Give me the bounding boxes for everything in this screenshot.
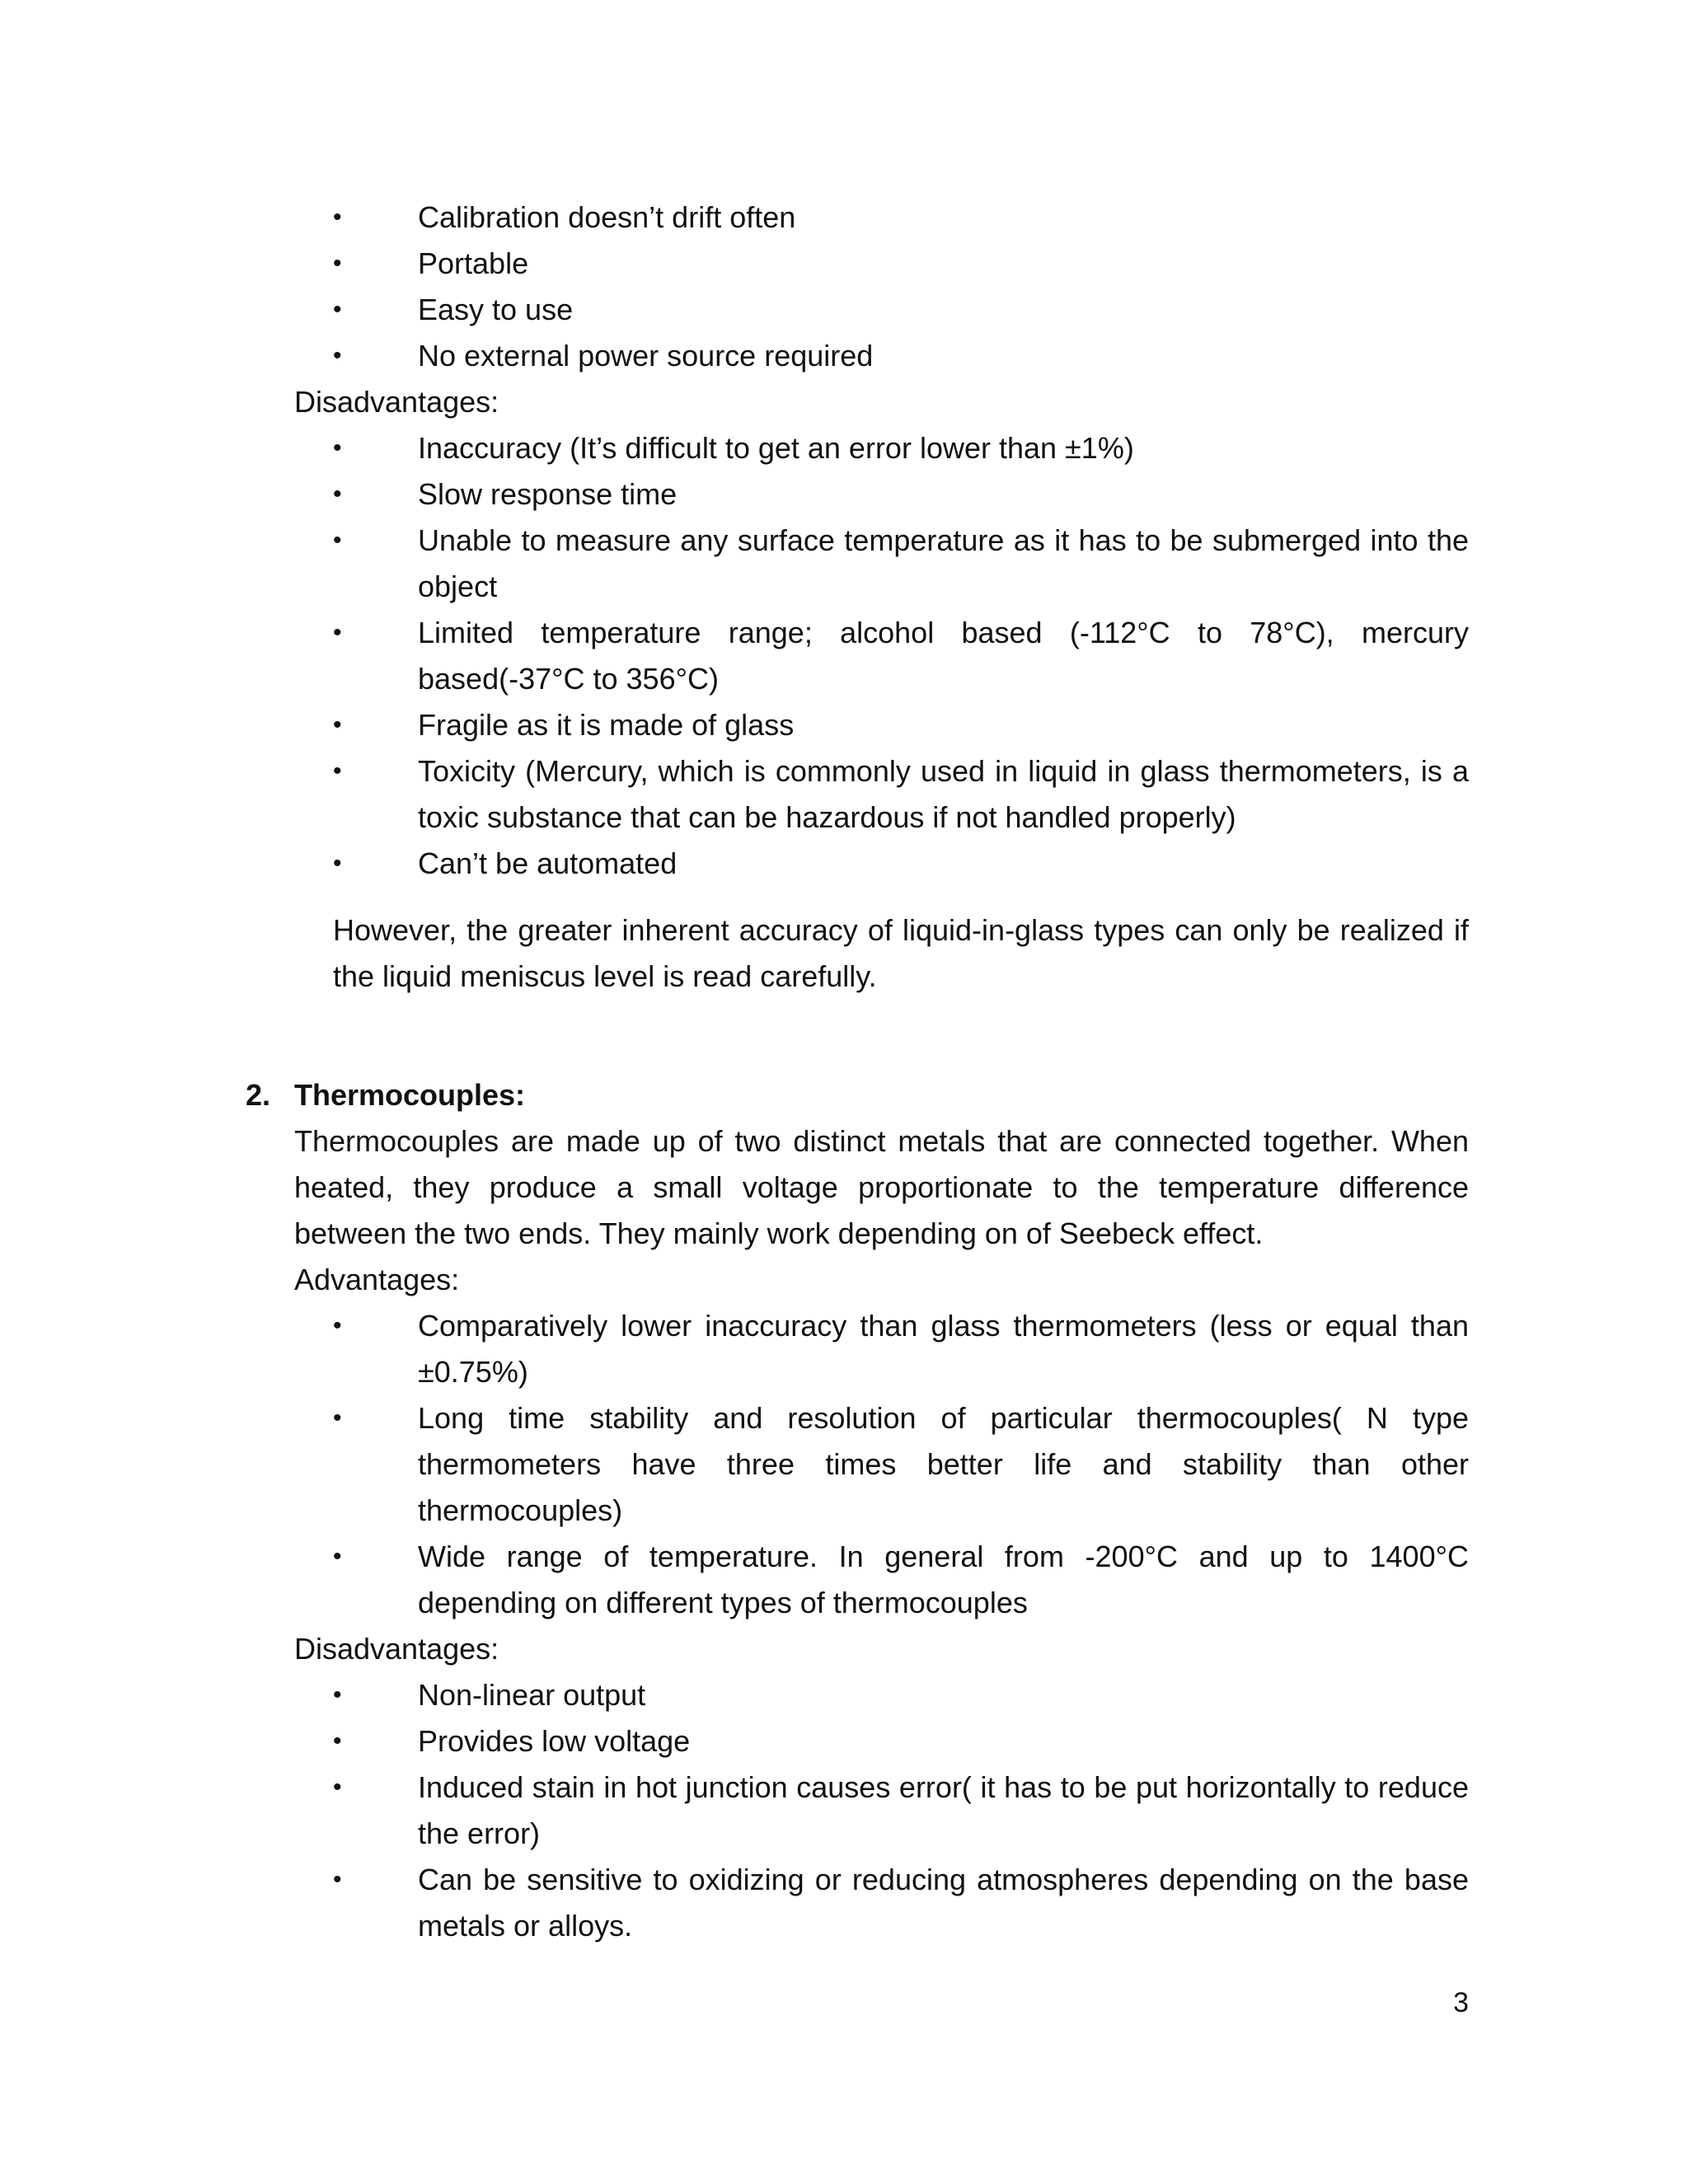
bullet-icon: • <box>333 1866 342 1893</box>
thermocouple-advantages-list <box>294 1303 1469 1626</box>
list-item: • Unable to measure any surface temperature as it has to be submerged into the object <box>333 518 1469 610</box>
bullet-icon: • <box>333 1727 342 1755</box>
list-item: • Limited temperature range; alcohol based (-112°C to 78°C), mercury based(-37°C to 356°C) <box>333 610 1469 702</box>
list-item: • Toxicity (Mercury, which is commonly used in liquid in glass thermometers, is a toxic substance that can be hazardous if not handled properly) <box>333 748 1469 841</box>
bullet-icon: • <box>333 342 342 369</box>
bullet-icon: • <box>333 1404 342 1432</box>
however-block <box>294 907 1469 1000</box>
bullet-icon: • <box>333 296 342 323</box>
bullet-icon: • <box>333 619 342 646</box>
list-item: • Calibration doesn’t drift often <box>333 194 1469 241</box>
liquid-in-glass-section <box>294 194 1469 887</box>
bullet-icon: • <box>333 480 342 508</box>
however-paragraph: However, the greater inherent accuracy of liquid-in-glass types can only be realized if the liquid meniscus level is read carefully. <box>333 913 1469 993</box>
list-item: • No external power source required <box>333 333 1469 379</box>
bullet-icon: • <box>333 850 342 877</box>
list-item: • Can’t be automated <box>333 841 1469 887</box>
disadvantages-label: Disadvantages: <box>294 1632 499 1666</box>
bullet-icon: • <box>333 757 342 785</box>
list-item: • Comparatively lower inaccuracy than glass thermometers (less or equal than ±0.75%) <box>333 1303 1469 1395</box>
list-item: • Wide range of temperature. In general from -200°C and up to 1400°C depending on different types of thermocouples <box>333 1534 1469 1626</box>
list-item: • Non-linear output <box>333 1672 1469 1718</box>
bullet-icon: • <box>333 250 342 277</box>
bullet-icon: • <box>333 527 342 554</box>
bullet-icon: • <box>333 1312 342 1339</box>
list-item: • Provides low voltage <box>333 1718 1469 1765</box>
disadvantages-list <box>294 425 1469 887</box>
list-item: • Easy to use <box>333 287 1469 333</box>
list-item: • Induced stain in hot junction causes error( it has to be put horizontally to reduce the error) <box>333 1765 1469 1857</box>
list-item: • Can be sensitive to oxidizing or reducing atmospheres depending on the base metals or alloys. <box>333 1857 1469 1949</box>
advantages-label: Advantages: <box>294 1263 460 1296</box>
bullet-icon: • <box>333 1774 342 1801</box>
bullet-icon: • <box>333 1681 342 1708</box>
list-item: • Fragile as it is made of glass <box>333 702 1469 748</box>
list-item: • Portable <box>333 241 1469 287</box>
bullet-icon: • <box>333 434 342 462</box>
thermocouple-disadvantages-list <box>294 1672 1469 1949</box>
section-title: Thermocouples: <box>294 1078 526 1112</box>
page-number: 3 <box>1453 1987 1469 2018</box>
bullet-icon: • <box>333 1543 342 1570</box>
advantages-list-continued <box>294 194 1469 379</box>
disadvantages-label: Disadvantages: <box>294 385 499 419</box>
bullet-icon: • <box>333 711 342 738</box>
bullet-icon: • <box>333 204 342 231</box>
thermocouples-intro: Thermocouples are made up of two distinct metals that are connected together. When heated, they produce a small voltage proportionate to the temperature difference between the two ends. They mainly work depending on of Seebeck effect. <box>294 1124 1469 1250</box>
list-item: • Inaccuracy (It’s difficult to get an error lower than ±1%) <box>333 425 1469 471</box>
section-number: 2. <box>246 1078 271 1112</box>
list-item: • Slow response time <box>333 471 1469 518</box>
section-heading <box>246 1072 1469 1118</box>
thermocouples-section <box>246 1072 1469 1949</box>
list-item: • Long time stability and resolution of particular thermocouples( N type thermometers have three times better life and stability than other thermocouples) <box>333 1395 1469 1534</box>
